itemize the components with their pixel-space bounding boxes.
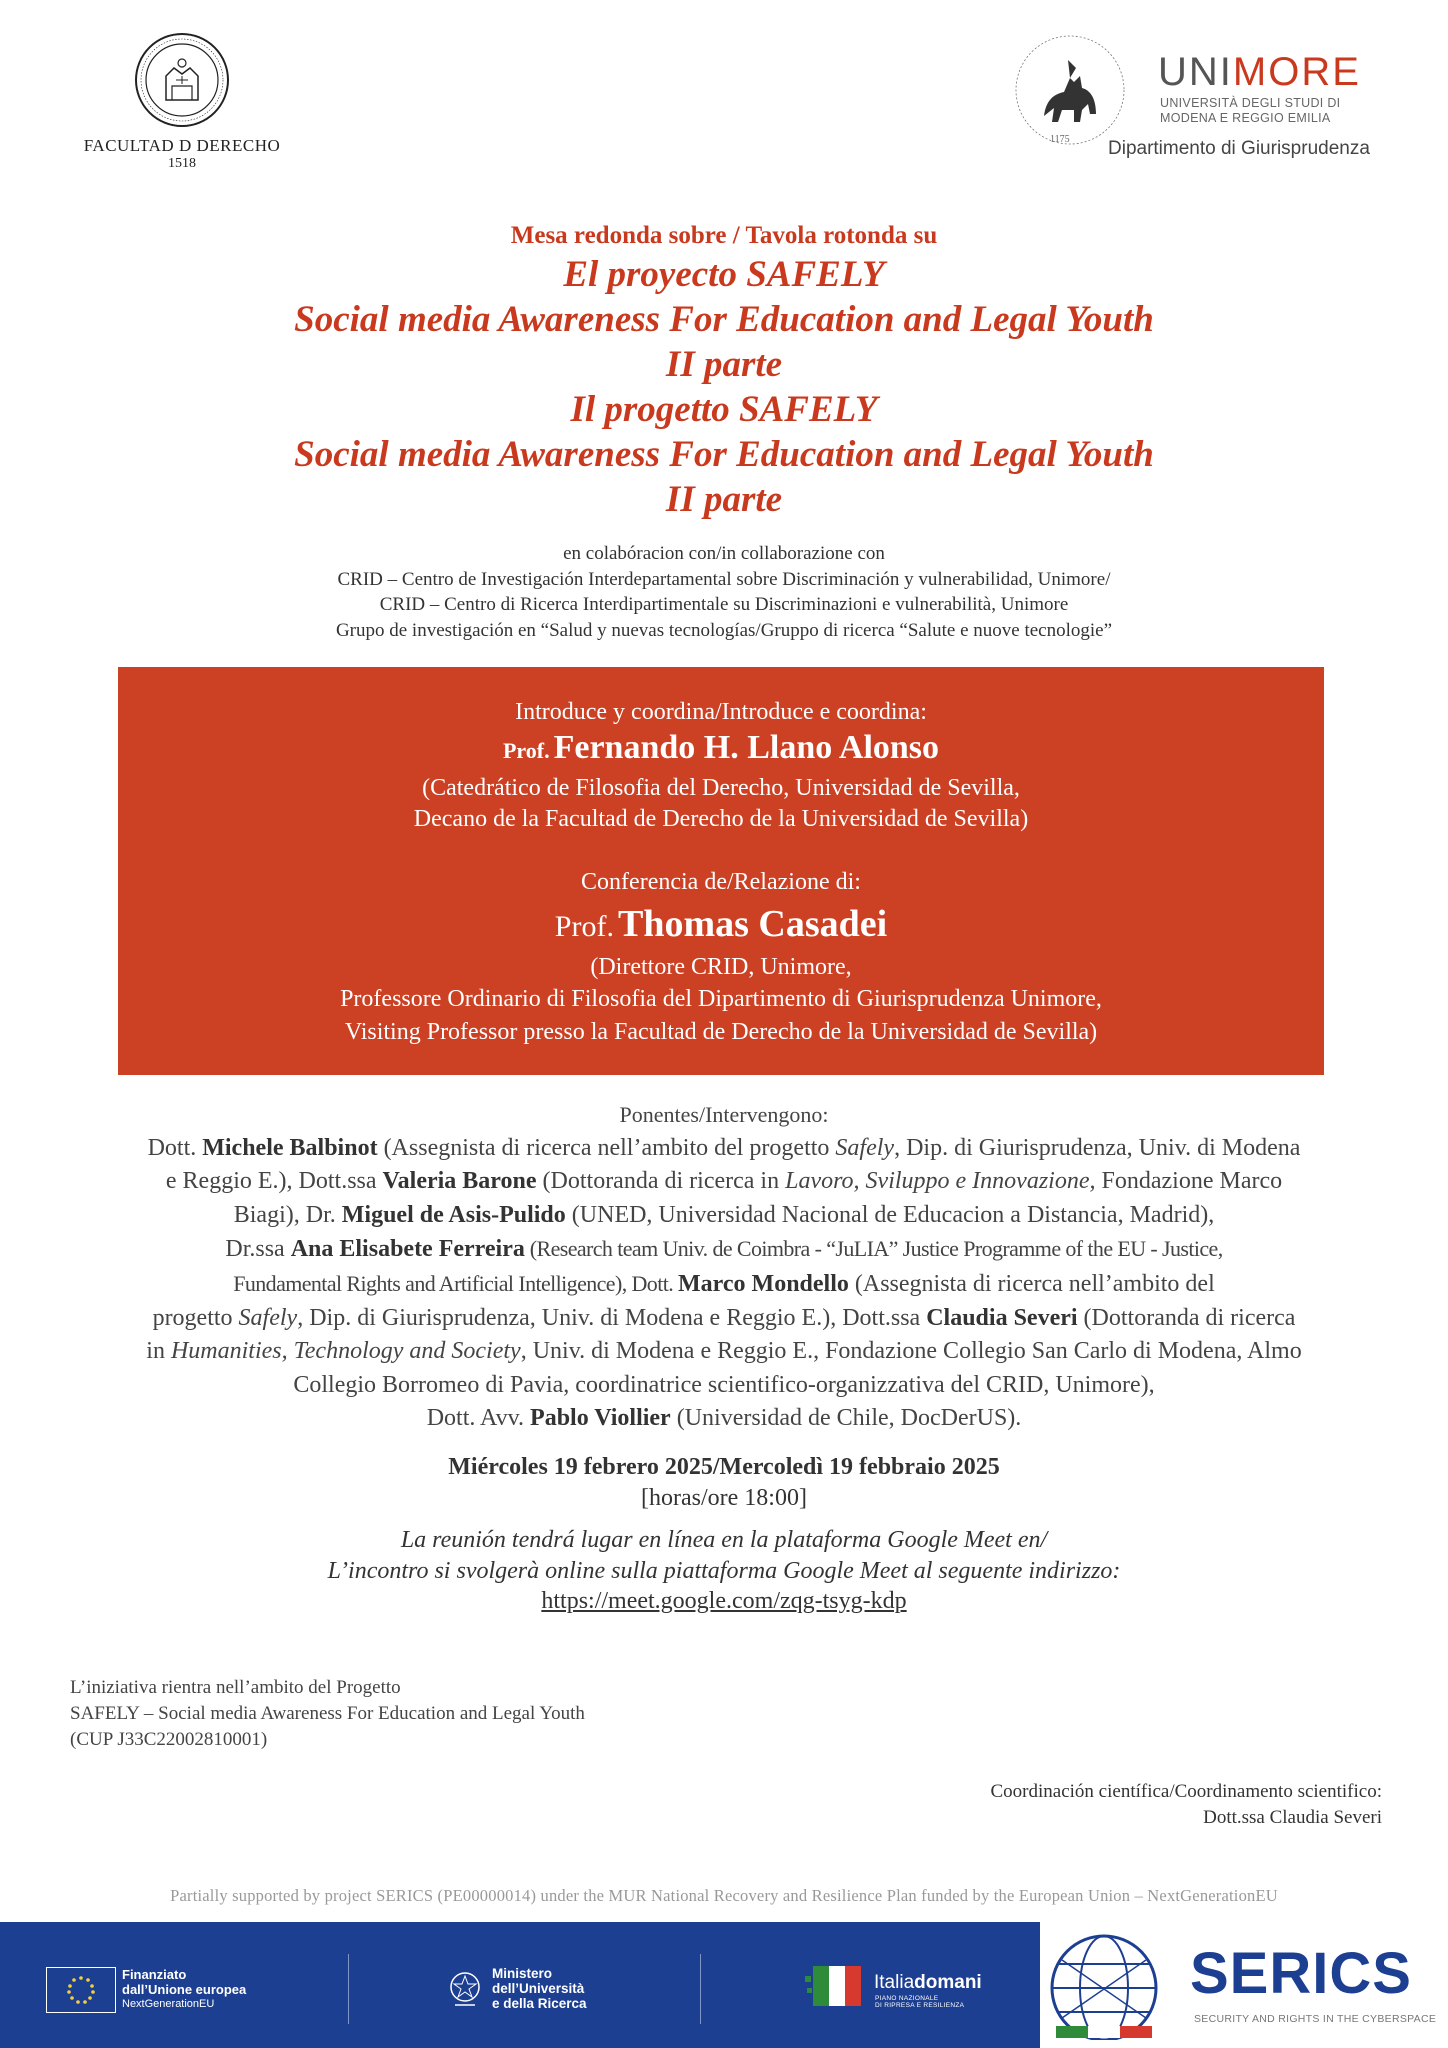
collab-line: CRID – Centro de Investigación Interdepartamental sobre Discriminación y vulnerabilidad, Unimore/ [337, 568, 1111, 590]
ministry-emblem-icon [447, 1969, 483, 2014]
online-info [0, 1525, 1448, 1587]
italiadomani-sub-line: DI RIPRESA E RESILIENZA [875, 2002, 965, 2009]
event-type-heading: Mesa redonda sobre / Tavola rotonda su [510, 222, 938, 249]
ministry-line: dell’Università [492, 1981, 585, 1996]
moderator-name: Fernando H. Llano Alonso [553, 729, 940, 766]
serics-title: SERICS [1190, 1941, 1412, 2006]
eu-line: Finanziato [122, 1967, 187, 1982]
speaker-role: Professore Ordinario di Filosofia del Dipartimento di Giurisprudenza Unimore, [340, 986, 1102, 1012]
unimore-brand [1158, 50, 1361, 95]
text: , Univ. di Modena e Reggio E., Fondazione Collegio San Carlo di Modena, Almo [520, 1338, 1302, 1365]
footer-divider [700, 1954, 701, 2024]
brand-more: MORE [1232, 50, 1361, 94]
title-line: Il progetto SAFELY [570, 389, 878, 430]
collab-line: en colabóracion con/in collaborazione con [563, 543, 885, 564]
panelists-block [0, 1098, 1448, 1436]
text: e Reggio E.), Dott.ssa [165, 1168, 383, 1195]
moderator-label: Introduce y coordina/Introduce e coordina: [515, 699, 927, 725]
panelists-line [0, 1267, 1448, 1302]
department-name: Dipartimento di Giurisprudenza [1108, 138, 1370, 159]
collab-line: CRID – Centro di Ricerca Interdipartimentale su Discriminazioni e vulnerabilità, Unimore [379, 594, 1069, 615]
ministry-text [492, 1966, 587, 2011]
project-line: SAFELY – Social media Awareness For Education and Legal Youth [70, 1703, 585, 1724]
italia-text: Italia [874, 1972, 915, 1993]
conference-label: Conferencia de/Relazione di: [581, 869, 861, 895]
footer-divider [348, 1954, 349, 2024]
text: Fondazione Marco [1095, 1168, 1283, 1195]
coordination-name: Dott.ssa Claudia Severi [1203, 1807, 1382, 1828]
panelist-name: Michele Balbinot [202, 1134, 378, 1161]
text: (UNED, Universidad Nacional de Educacion a Distancia, Madrid), [565, 1201, 1215, 1228]
funding-footer [0, 1922, 1448, 2048]
title-line: II parte [665, 344, 783, 385]
coordination-info [991, 1779, 1383, 1831]
text: Safely [238, 1304, 298, 1331]
serics-logo [1040, 1922, 1448, 2048]
text: , Dip. di Giurisprudenza, Univ. di Modena e Reggio E.), Dott.ssa [297, 1304, 927, 1331]
panelist-name: Ana Elisabete Ferreira [290, 1236, 525, 1263]
speaker-prefix: Prof. [554, 910, 614, 943]
ministry-line: e della Ricerca [492, 1996, 587, 2011]
unimore-logo [1010, 30, 1410, 170]
brand-uni: UNI [1158, 50, 1233, 94]
moderator-role: (Catedrático de Filosofia del Derecho, Universidad de Sevilla, [422, 775, 1020, 801]
panelists-line [0, 1199, 1448, 1233]
speaker-line [118, 902, 1324, 946]
text: (Dottoranda di ricerca in [536, 1168, 786, 1195]
project-line: L’iniziativa rientra nell’ambito del Progetto [70, 1677, 401, 1698]
text: progetto [152, 1304, 239, 1331]
faculty-seal-icon [132, 30, 232, 130]
speaker-name: Thomas Casadei [617, 903, 888, 945]
text: Humanities, Technology and Society [170, 1338, 521, 1365]
text: Fundamental Rights and Artificial Intelligence), Dott. [233, 1270, 679, 1296]
panelist-name: Marco Mondello [678, 1270, 849, 1297]
italiadomani-sub [875, 1995, 964, 2009]
text: in [146, 1338, 171, 1365]
unimore-subtitle [1160, 96, 1340, 126]
text: (Assegnista di ricerca nell’ambito del [848, 1270, 1215, 1297]
panelists-heading: Ponentes/Intervengono: [619, 1102, 829, 1127]
eu-funding-text [122, 1967, 246, 2012]
text: (Assegnista di ricerca nell’ambito del progetto [377, 1134, 836, 1161]
text: (Universidad de Chile, DocDerUS). [670, 1405, 1022, 1432]
collaboration-block [0, 541, 1448, 643]
panelist-name: Claudia Severi [926, 1304, 1078, 1331]
title-line: Social media Awareness For Education and Legal Youth [294, 299, 1154, 340]
unimore-sub-line1: UNIVERSITÀ DEGLI STUDI DI [1160, 96, 1341, 110]
domani-text: domani [914, 1972, 982, 1993]
online-line: La reunión tendrá lugar en línea en la plataforma Google Meet en/ [400, 1527, 1048, 1553]
text: , Dip. di Giurisprudenza, Univ. di Modena [894, 1134, 1301, 1161]
project-line: (CUP J33C22002810001) [70, 1729, 268, 1750]
panelists-line [0, 1402, 1448, 1436]
italiadomani-wordmark [874, 1972, 982, 1994]
moderator-prefix: Prof. [502, 738, 550, 763]
italiadomani-sub-line: PIANO NAZIONALE [875, 1995, 939, 2002]
globe-icon [1044, 1930, 1164, 2045]
coordination-label: Coordinación científica/Coordinamento scientifico: [990, 1781, 1382, 1802]
text: (Dottoranda di ricerca [1077, 1304, 1296, 1331]
title-block [0, 252, 1448, 522]
moderator-line [118, 729, 1324, 767]
text: Safely [835, 1134, 895, 1161]
text: Dr.ssa [225, 1236, 291, 1263]
title-line: Social media Awareness For Education and Legal Youth [294, 434, 1154, 475]
panelist-name: Pablo Viollier [530, 1405, 671, 1432]
eu-flag-icon [46, 1967, 116, 2013]
meet-link[interactable]: https://meet.google.com/zqg-tsyg-kdp [541, 1588, 907, 1614]
unimore-seal-year: 1175 [1050, 134, 1070, 145]
panelists-line [0, 1302, 1448, 1336]
ministry-line: Ministero [492, 1966, 553, 1981]
panelists-line [0, 1132, 1448, 1166]
panelists-line: Collegio Borromeo di Pavia, coordinatrice scientifico-organizzativa del CRID, Unimore), [293, 1371, 1155, 1398]
faculty-logo [72, 30, 292, 172]
title-line: El proyecto SAFELY [563, 254, 885, 295]
text: Biagi), Dr. [233, 1201, 342, 1228]
italiadomani-flag-icon [805, 1964, 867, 2008]
text: Dott. Avv. [426, 1405, 531, 1432]
text: Dott. [147, 1134, 203, 1161]
event-date-block [0, 1452, 1448, 1514]
event-time: [horas/ore 18:00] [641, 1485, 807, 1511]
panelist-name: Miguel de Asis-Pulido [341, 1201, 566, 1228]
eu-line: NextGenerationEU [122, 1998, 215, 2010]
eu-line: dall’Unione europea [122, 1982, 247, 1997]
panelists-line [0, 1335, 1448, 1369]
title-line: II parte [665, 479, 783, 520]
panelist-name: Valeria Barone [382, 1168, 537, 1195]
text: Lavoro, Sviluppo e Innovazione, [785, 1168, 1096, 1195]
text: (Research team Univ. de Coimbra - “JuLIA” Justice Programme of the EU - Justice, [524, 1236, 1223, 1262]
online-line: L’incontro si svolgerà online sulla piattaforma Google Meet al seguente indirizzo: [327, 1558, 1121, 1584]
speaker-role: (Direttore CRID, Unimore, [590, 954, 852, 980]
event-date: Miércoles 19 febrero 2025/Mercoledì 19 febbraio 2025 [448, 1454, 1000, 1480]
collab-line: Grupo de investigación en “Salud y nuevas tecnologías/Gruppo di ricerca “Salute e nuove tecnologie” [335, 619, 1113, 641]
serics-subtitle: SECURITY AND RIGHTS IN THE CYBERSPACE [1194, 2013, 1437, 2025]
unimore-seal-icon [1010, 30, 1130, 150]
faculty-name: FACULTAD D DERECHO [83, 136, 281, 155]
panelists-line [0, 1232, 1448, 1267]
project-info [70, 1675, 585, 1753]
speaker-role: Visiting Professor presso la Facultad de Derecho de la Universidad de Sevilla) [344, 1019, 1098, 1045]
faculty-year: 1518 [168, 156, 196, 171]
unimore-sub-line2: MODENA E REGGIO EMILIA [1160, 111, 1331, 125]
speakers-highlight-box [118, 667, 1324, 1075]
support-note: Partially supported by project SERICS (PE00000014) under the MUR National Recovery and Resilience Plan funded by the European Union – NextGenerationEU [170, 1886, 1278, 1905]
moderator-role: Decano de la Facultad de Derecho de la Universidad de Sevilla) [413, 806, 1029, 832]
panelists-line [0, 1165, 1448, 1199]
